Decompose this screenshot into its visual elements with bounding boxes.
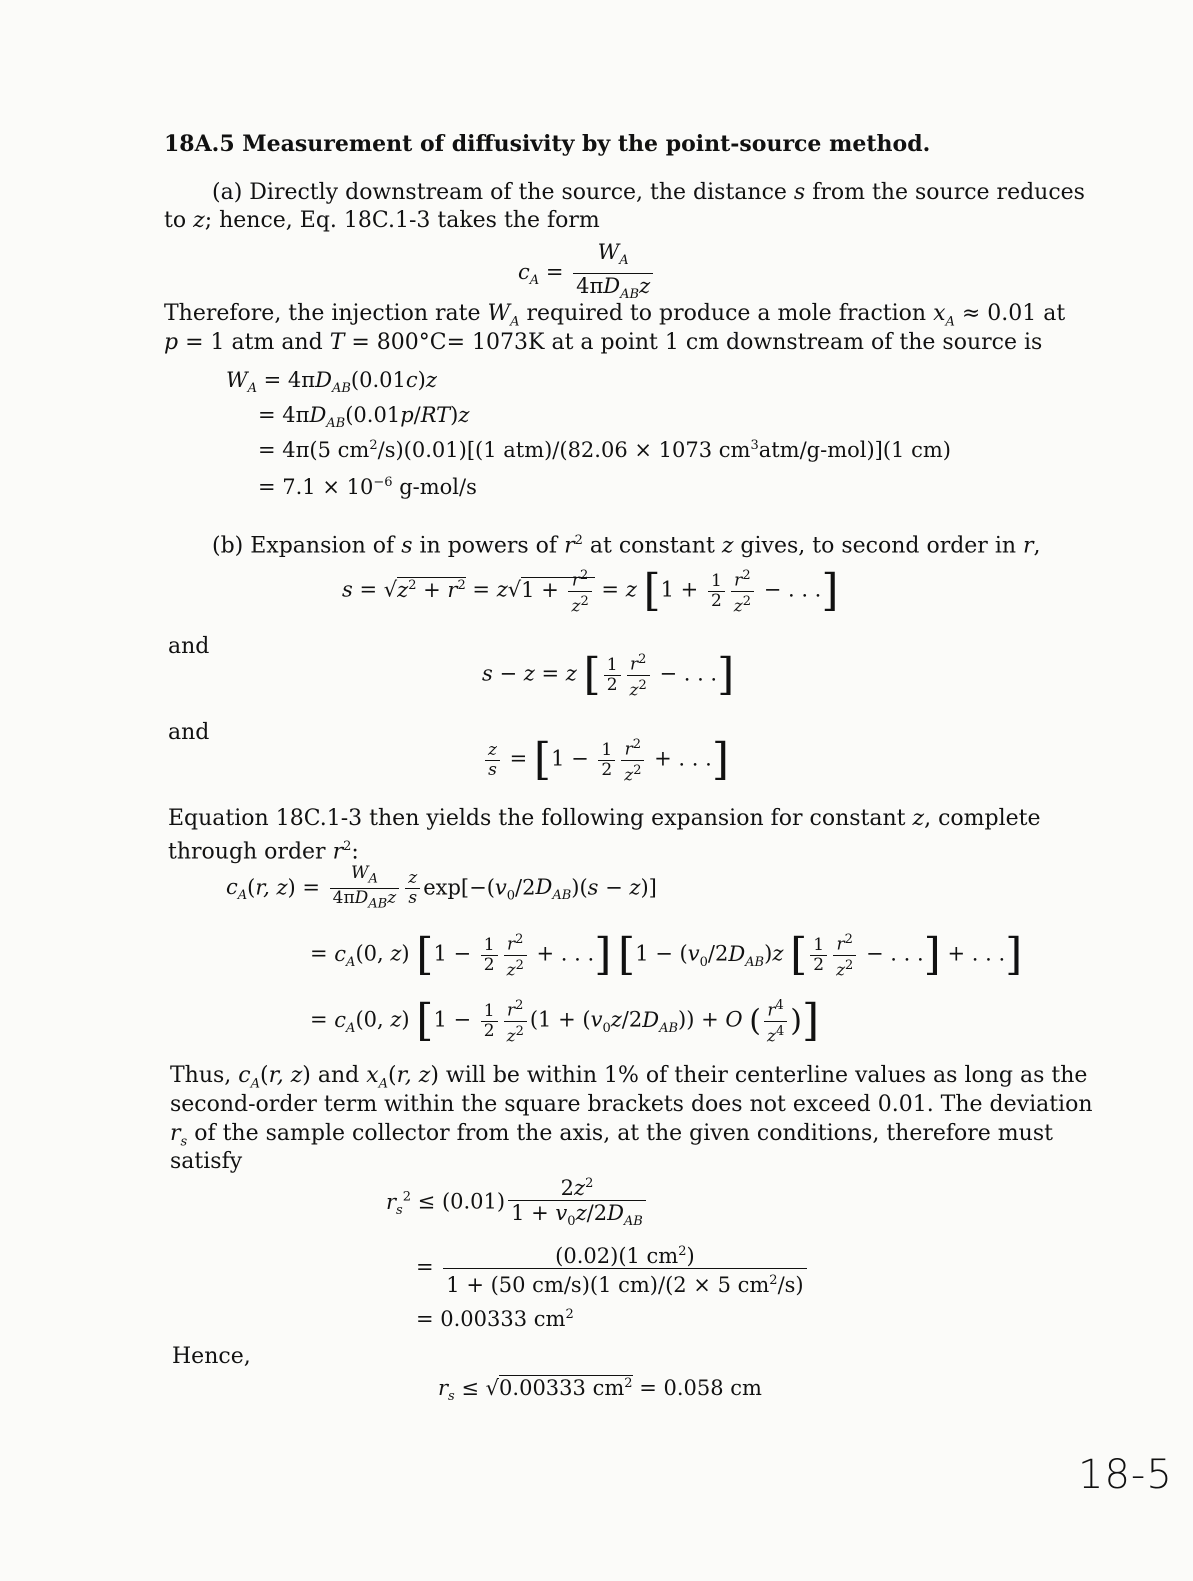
equation-s-minus-z: s − z = z [ $\frac{1}{2}$ $\frac{r^2}{z^2}$ − . . .] bbox=[482, 649, 735, 701]
equation-z-over-s: $\frac{z}{s}$ = [1 − $\frac{1}{2}$ $\frac{r^2}{z^2}$ + . . .] bbox=[482, 735, 729, 785]
problem-title: 18A.5 Measurement of diffusivity by the point-source method. bbox=[164, 131, 931, 157]
part-b-line-2: Equation 18C.1-3 then yields the following expansion for constant z, complete bbox=[168, 806, 1041, 831]
inequality-step-1: $r_s^2 \le (0.01)$ $\frac{2z^2}{1 + v_0z/2D_{AB}}$ bbox=[386, 1172, 649, 1234]
part-a-line-3: Therefore, the injection rate $W_A$ required to produce a mole fraction $x_A \approx 0.01$ at bbox=[164, 301, 1066, 330]
calc-step-1: $W_A = 4\pi D_{AB}(0.01c)z$ bbox=[226, 368, 437, 397]
page-number: 18-5 bbox=[1078, 1452, 1173, 1498]
part-a-line-4: p = 1 atm and T = 800°C= 1073K at a point 1 cm downstream of the source is bbox=[164, 330, 1043, 355]
inequality-step-2: = $\frac{(0.02)(1 cm^2)}{1 + (50 cm/s)(1 cm)/(2 \times 5 cm^2/s)}$ bbox=[416, 1240, 810, 1297]
calc-step-4: = $7.1 \times 10^{-6}$ g-mol/s bbox=[258, 475, 477, 499]
and-label-1: and bbox=[168, 634, 210, 659]
hence-label: Hence, bbox=[172, 1344, 251, 1369]
part-b-line-3: through order $r^2$: bbox=[168, 839, 359, 865]
para-line-4: satisfy bbox=[170, 1149, 243, 1174]
expansion-step-1: $c_A(r$, z) = $\frac{W_A}{4\pi D_{AB}z}$ $\frac{z}{s}$ $\exp[-(v_0/2D_{AB})(s - z)]$ bbox=[226, 863, 657, 912]
and-label-2: and bbox=[168, 720, 210, 745]
part-a-line-2: to z; hence, Eq. 18C.1-3 takes the form bbox=[164, 208, 600, 233]
expansion-step-2: = $c_A(0$, z) [1 − $\frac{1}{2}$ $\frac{r^2}{z^2}$ + . . .] [$1 - (v_0/2D_{AB})z$ [ $\frac{1}{2}$ $\frac{r^2}{z^2}$ − . . .] + . . .] bbox=[310, 929, 1023, 981]
part-a-line-1: (a) Directly downstream of the source, the distance s from the source reduces bbox=[212, 180, 1085, 205]
para-line-3: $r_s$ of the sample collector from the axis, at the given conditions, therefore must bbox=[170, 1121, 1053, 1150]
final-result: $r_s \le √0.00333$ $cm^2 = 0.058$ cm bbox=[438, 1376, 762, 1405]
part-b-line-1: (b) Expansion of s in powers of $r^2$ at constant z gives, to second order in r, bbox=[212, 533, 1041, 559]
inequality-step-3: = 0.00333 $cm^2$ bbox=[416, 1307, 574, 1331]
calc-step-2: = $4\pi D_{AB}(0.01p/RT)z$ bbox=[258, 403, 470, 432]
expansion-step-3: = $c_A(0$, z) [1 − $\frac{1}{2}$ $\frac{r^2}{z^2}$ $(1 + (v_0z/2D_{AB})) + O$ ( $\frac{r^4}{z^4}$ )] bbox=[310, 995, 820, 1047]
calc-step-3: = 4π(5 $cm^2/s)(0.01)[(1$ atm)/(82.06 × 1073 $cm^3atm/g-mol)](1$ cm) bbox=[258, 438, 951, 462]
equation-s-expansion: $s = √z^2 + r^2 = z√1$ + $\frac{r^2}{z^2}$ = z [1 + $\frac{1}{2}$ $\frac{r^2}{z^2}$ − . . .] bbox=[342, 565, 839, 617]
equation-ca-point-source: $c_A$ = $\frac{W_A}{4\pi D_{AB}z}$ bbox=[518, 240, 656, 307]
para-line-1: Thus, $c_A(r$, z) and $x_A(r$, z) will be within 1% of their centerline values as long as the bbox=[170, 1063, 1088, 1092]
para-line-2: second-order term within the square brackets does not exceed 0.01. The deviation bbox=[170, 1092, 1093, 1117]
